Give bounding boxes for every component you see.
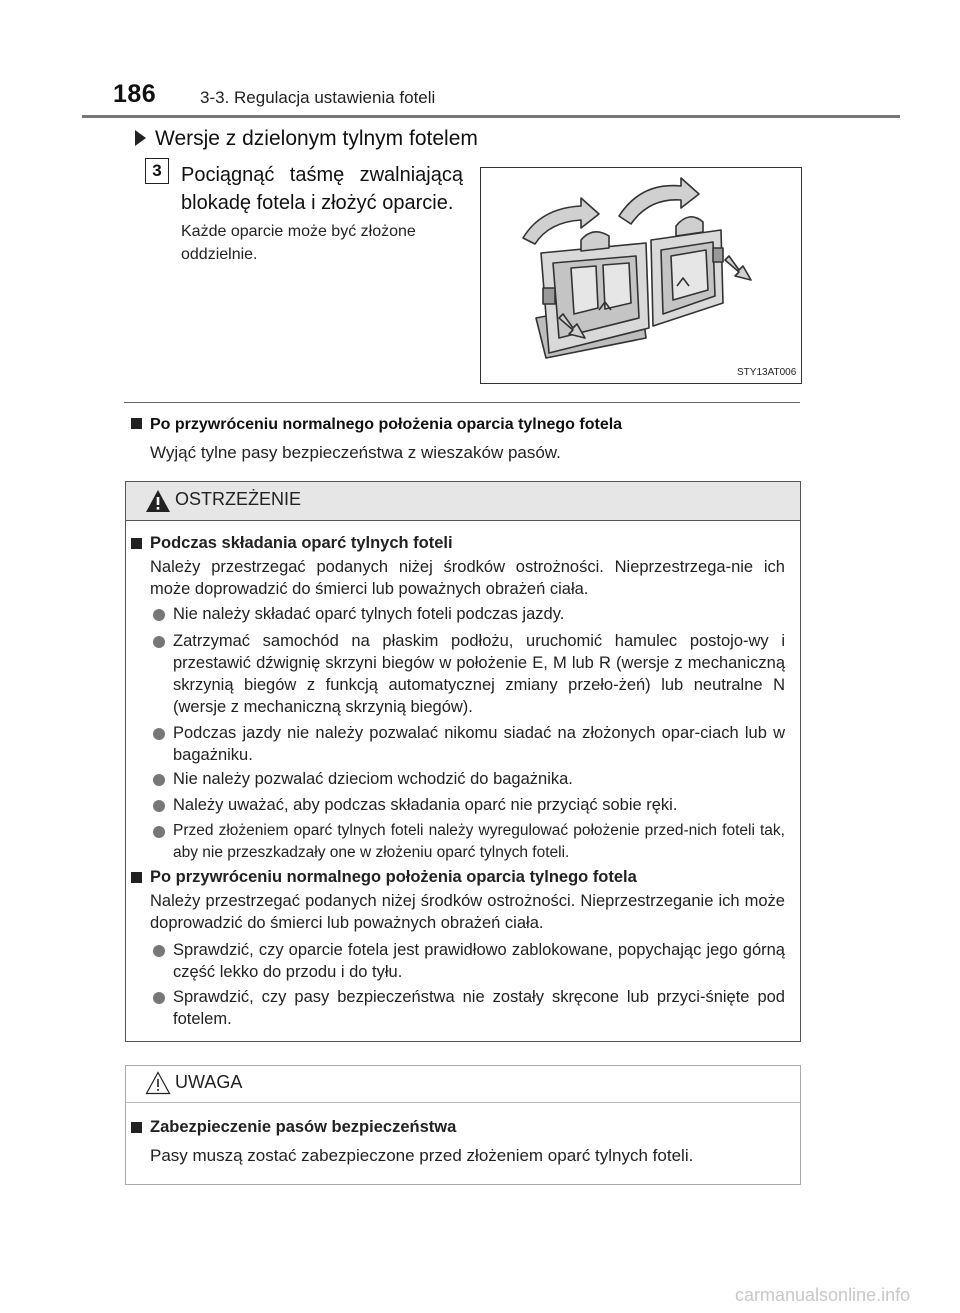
- warning-section2-text: Należy przestrzegać podanych niżej środków ostrożności. Nieprzestrzeganie ich może doprowadzić do śmierci lub poważnych obrażeń ciała.: [150, 892, 785, 932]
- square-bullet-icon: [131, 1122, 142, 1133]
- round-bullet-icon: [153, 774, 165, 786]
- round-bullet-icon: [153, 945, 165, 957]
- warning-bullet: Sprawdzić, czy pasy bezpieczeństwa nie zostały skręcone lub przyci-śnięte pod fotelem.: [173, 988, 785, 1028]
- warning-bullet: Należy uważać, aby podczas składania oparć nie przyciąć sobie ręki.: [173, 796, 678, 814]
- warning-bullet: Przed złożeniem oparć tylnych foteli należy wyregulować położenie przed-nich foteli tak, aby nie przeszkadzały one w złożeniu oparć tylnych foteli.: [173, 822, 785, 861]
- warning-bullet: Nie należy składać oparć tylnych foteli podczas jazdy.: [173, 605, 565, 623]
- square-bullet-icon: [131, 872, 142, 883]
- sub-heading-text: Wersje z dzielonym tylnym fotelem: [155, 127, 478, 150]
- round-bullet-icon: [153, 728, 165, 740]
- watermark: carmanualsonline.info: [735, 1285, 911, 1305]
- triangle-bullet-icon: [135, 130, 146, 146]
- figure-code: STY13AT006: [737, 367, 797, 378]
- warning-bullet: Podczas jazdy nie należy pozwalać nikomu siadać na złożonych opar-ciach lub w bagażniku.: [173, 724, 785, 764]
- section-divider: [124, 402, 800, 403]
- caution-triangle-icon: [145, 1071, 171, 1100]
- round-bullet-icon: [153, 800, 165, 812]
- warning-section1-title: Podczas składania oparć tylnych foteli: [150, 534, 453, 552]
- restore-text: Wyjąć tylne pasy bezpieczeństwa z wieszaków pasów.: [150, 443, 561, 462]
- header-divider: [82, 115, 900, 118]
- page-number: 186: [113, 80, 157, 108]
- round-bullet-icon: [153, 992, 165, 1004]
- caution-section1-title: Zabezpieczenie pasów bezpieczeństwa: [150, 1118, 457, 1136]
- restore-heading-text: Po przywróceniu normalnego położenia oparcia tylnego fotela: [150, 416, 623, 433]
- caution-title: UWAGA: [175, 1072, 243, 1092]
- warning-title: OSTRZEŻENIE: [175, 489, 302, 509]
- warning-bullet: Zatrzymać samochód na płaskim podłożu, uruchomić hamulec postojo-wy i przestawić dźwignię skrzyni biegów w położenie E, M lub R (wersje z mechaniczną skrzynią biegów z funkcją automatycznej zmiany przeło-żeń) lub neutralne N (wersje z mechaniczną skrzynią biegów).: [173, 632, 785, 716]
- sub-heading: [135, 127, 478, 151]
- folding-rear-seat-illustration: [481, 168, 801, 383]
- warning-bullet: Nie należy pozwalać dzieciom wchodzić do bagażnika.: [173, 770, 573, 788]
- round-bullet-icon: [153, 636, 165, 648]
- step-text: Pociągnąć taśmę zwalniającą blokadę fotela i złożyć oparcie.: [181, 164, 463, 214]
- warning-bullet: Sprawdzić, czy oparcie fotela jest prawidłowo zablokowane, popychając jego górną część lekko do przodu i do tyłu.: [173, 941, 785, 981]
- caution-section1-text: Pasy muszą zostać zabezpieczone przed złożeniem oparć tylnych foteli.: [150, 1146, 694, 1165]
- warning-triangle-icon: [145, 489, 171, 518]
- warning-section2-title: Po przywróceniu normalnego położenia oparcia tylnego fotela: [150, 868, 637, 886]
- square-bullet-icon: [131, 538, 142, 549]
- step-note: Każde oparcie może być złożone oddzielnie.: [181, 223, 416, 263]
- square-bullet-icon: [131, 418, 142, 429]
- section-title: 3-3. Regulacja ustawienia foteli: [200, 88, 436, 107]
- restore-heading: [131, 416, 622, 434]
- warning-section1-text: Należy przestrzegać podanych niżej środków ostrożności. Nieprzestrzega-nie ich może doprowadzić do śmierci lub poważnych obrażeń ciała.: [150, 558, 785, 598]
- step-number: 3: [145, 158, 169, 184]
- round-bullet-icon: [153, 826, 165, 838]
- seat-figure: [480, 167, 802, 384]
- round-bullet-icon: [153, 609, 165, 621]
